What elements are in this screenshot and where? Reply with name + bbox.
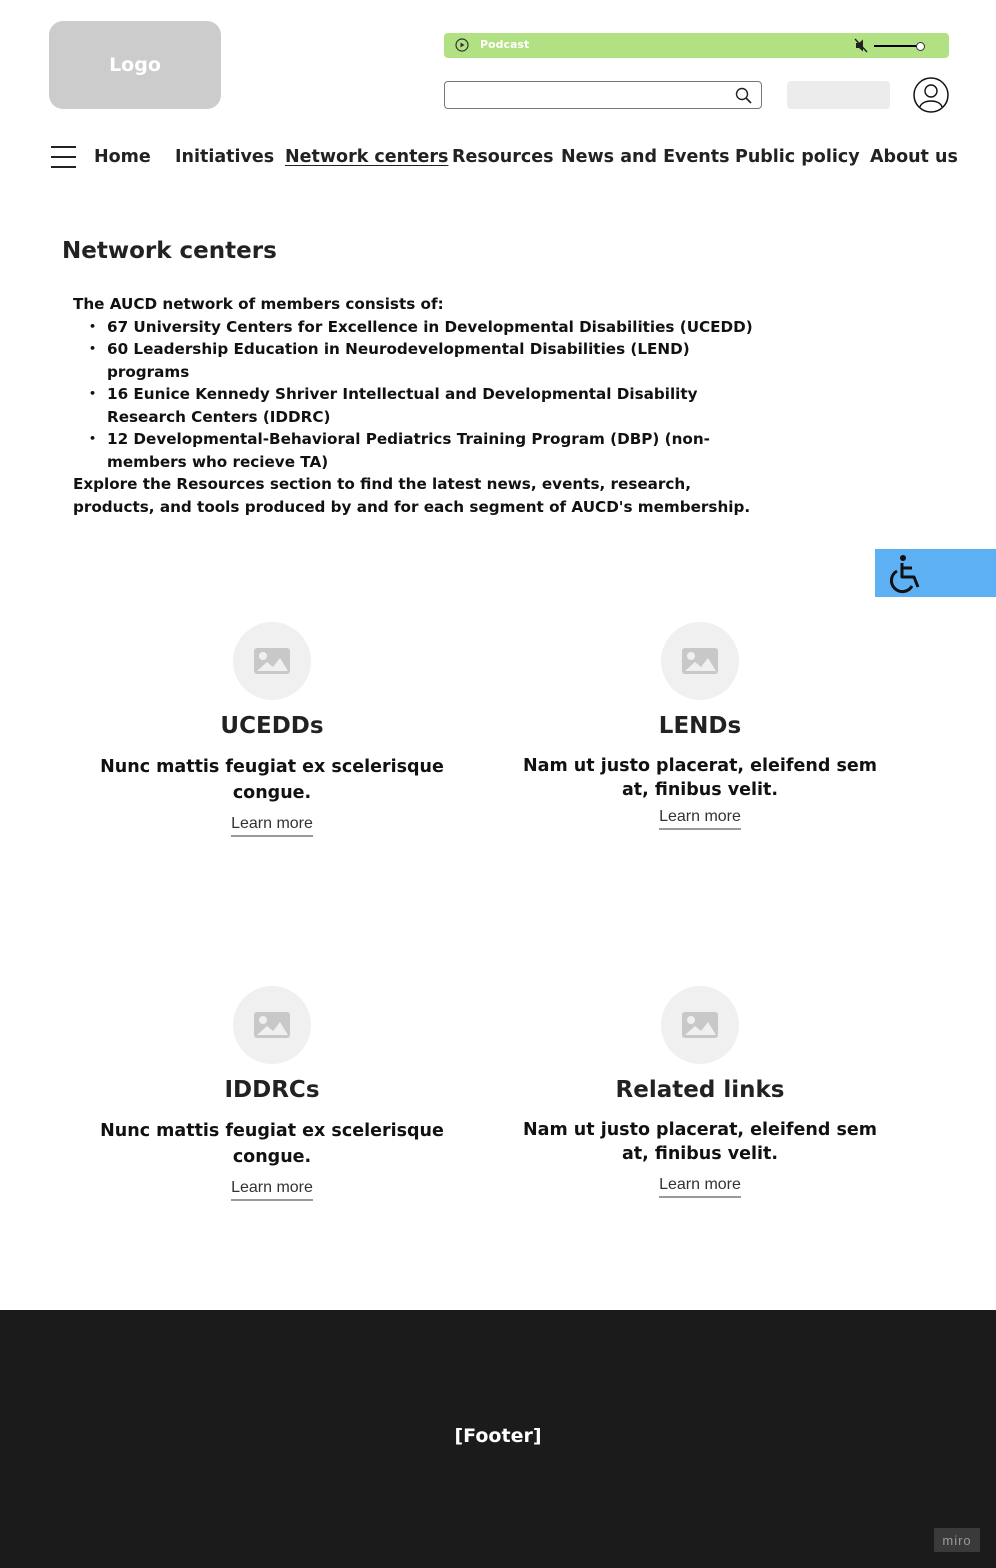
- user-avatar-icon[interactable]: [913, 77, 949, 113]
- list-item: • 16 Eunice Kennedy Shriver Intellectual and Developmental Disability Research Centers (IDDRC): [107, 383, 773, 428]
- podcast-label: Podcast: [480, 38, 530, 51]
- miro-watermark: miro: [934, 1528, 980, 1552]
- mute-icon[interactable]: [854, 38, 870, 53]
- card-title: UCEDDs: [220, 713, 324, 739]
- list-item: • 60 Leadership Education in Neurodevelopmental Disabilities (LEND) programs: [107, 338, 773, 383]
- card-text: Nunc mattis feugiat ex scelerisque congue.: [100, 1121, 444, 1167]
- logo[interactable]: Logo: [49, 21, 221, 109]
- nav-public-policy[interactable]: Public policy: [735, 147, 860, 167]
- learn-more-link[interactable]: Learn more: [231, 815, 313, 837]
- search-box: [444, 81, 762, 109]
- card-lends: [510, 622, 890, 830]
- card-title: IDDRCs: [224, 1077, 320, 1103]
- nav-network-centers[interactable]: Network centers: [285, 147, 449, 167]
- nav-about-us[interactable]: About us: [870, 147, 958, 167]
- image-placeholder-icon: [233, 622, 311, 700]
- volume-knob[interactable]: [916, 42, 925, 51]
- nav-home[interactable]: Home: [94, 147, 151, 167]
- search-icon[interactable]: [734, 86, 753, 105]
- header-action-button[interactable]: [787, 81, 890, 109]
- list-item: • 12 Developmental-Behavioral Pediatrics Training Program (DBP) (non-members who recieve TA): [107, 428, 773, 473]
- intro-lead: The AUCD network of members consists of:: [73, 295, 444, 313]
- footer: [0, 1310, 996, 1568]
- accessibility-button[interactable]: [875, 549, 996, 597]
- intro-text: [73, 293, 773, 518]
- page-title: Network centers: [62, 238, 277, 264]
- wheelchair-icon: [887, 553, 927, 595]
- hamburger-menu-icon[interactable]: [51, 146, 76, 168]
- card-iddrcs: [82, 986, 462, 1201]
- nav-news-and-events[interactable]: News and Events: [561, 147, 730, 167]
- learn-more-link[interactable]: Learn more: [231, 1179, 313, 1201]
- nav-resources[interactable]: Resources: [452, 147, 554, 167]
- card-title: Related links: [615, 1077, 785, 1103]
- image-placeholder-icon: [233, 986, 311, 1064]
- card-text: Nunc mattis feugiat ex scelerisque congue.: [100, 757, 444, 803]
- learn-more-link[interactable]: Learn more: [659, 808, 741, 830]
- search-input[interactable]: [453, 85, 727, 107]
- list-item: • 67 University Centers for Excellence in Developmental Disabilities (UCEDD): [107, 316, 773, 339]
- footer-label: [Footer]: [454, 1425, 542, 1447]
- podcast-player: [444, 33, 949, 58]
- image-placeholder-icon: [661, 986, 739, 1064]
- intro-tail: Explore the Resources section to find the latest news, events, research, products, and tools produced by and for each segment of AUCD's membership.: [73, 475, 751, 516]
- learn-more-link[interactable]: Learn more: [659, 1176, 741, 1198]
- card-title: LENDs: [658, 713, 742, 739]
- nav-initiatives[interactable]: Initiatives: [175, 147, 275, 167]
- member-list: [73, 316, 773, 474]
- podcast-icon[interactable]: [455, 38, 469, 52]
- card-text: Nam ut justo placerat, eleifend sem at, finibus velit.: [523, 1120, 877, 1164]
- image-placeholder-icon: [661, 622, 739, 700]
- card-related-links: [510, 986, 890, 1198]
- card-text: Nam ut justo placerat, eleifend sem at, finibus velit.: [523, 756, 877, 800]
- card-ucedds: [82, 622, 462, 837]
